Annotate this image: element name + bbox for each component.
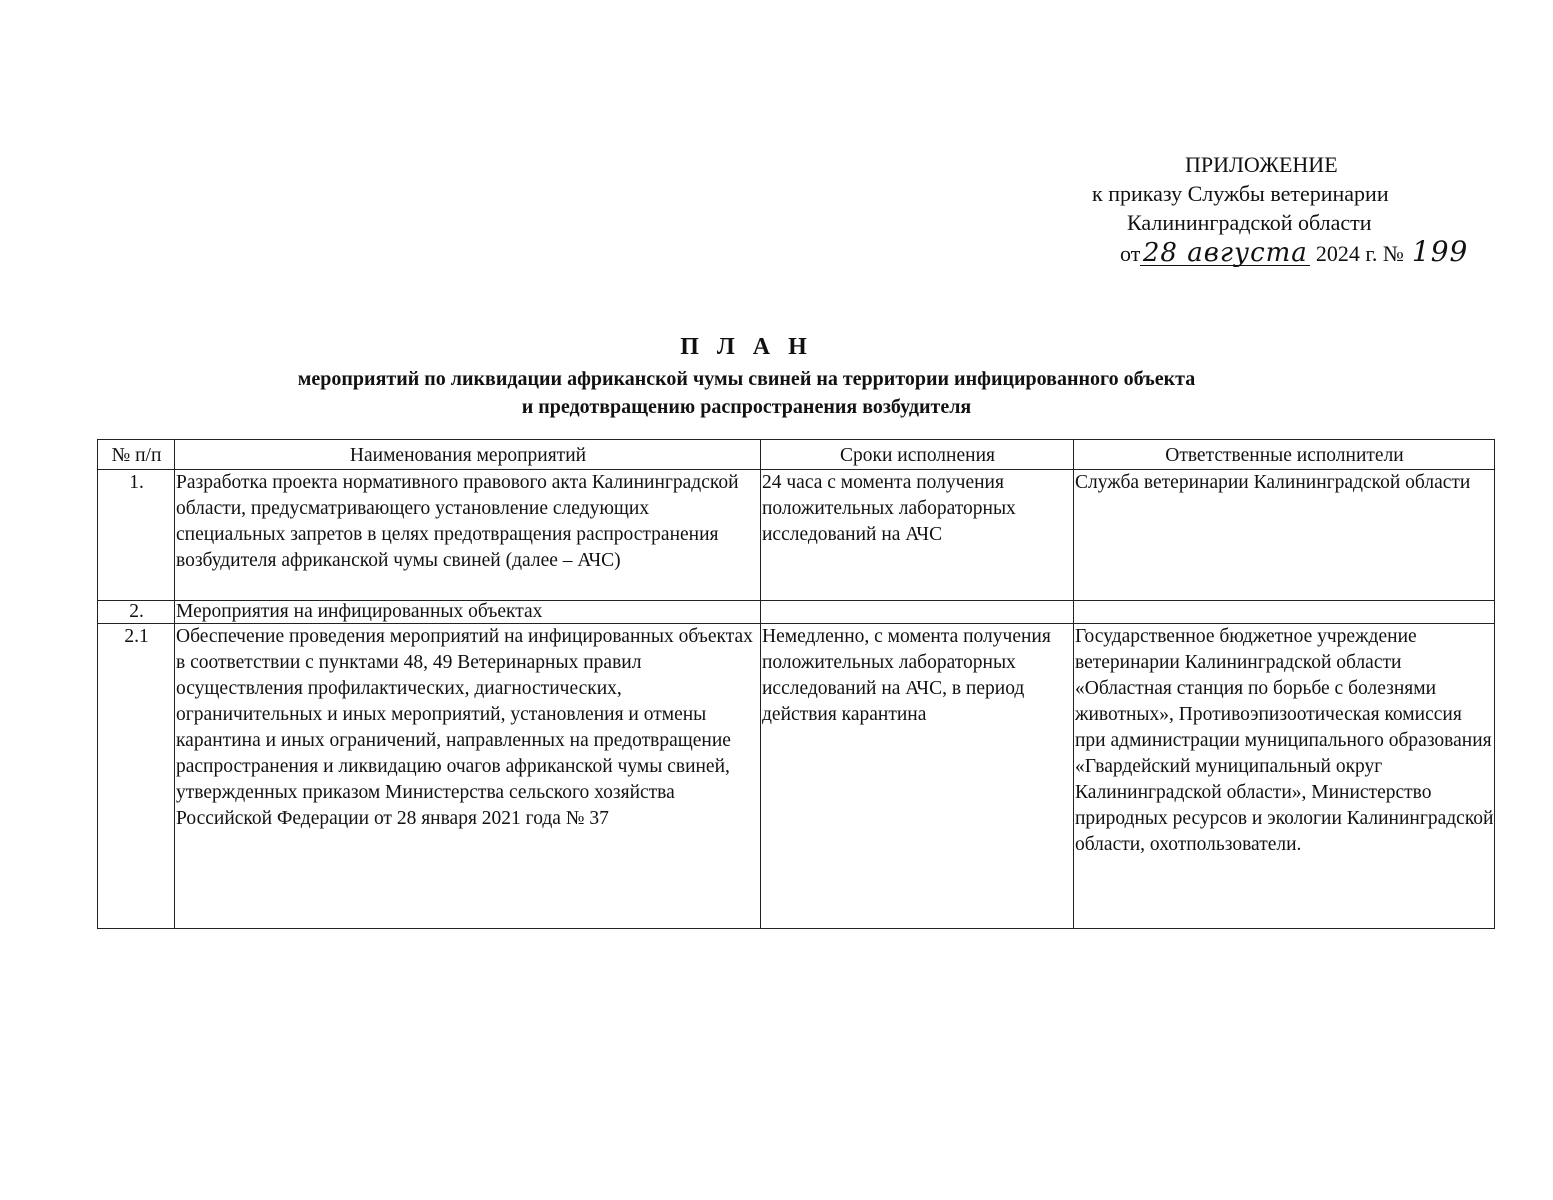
plan-subtitle-line1: мероприятий по ликвидации африканской чумы свиней на территории инфицированного объекта bbox=[297, 368, 1196, 390]
handwritten-number: 199 bbox=[1411, 235, 1469, 268]
row-activity: Обеспечение проведения мероприятий на инфицированных объектах в соответствии с пунктами 48, 49 Ветеринарных правил осуществления профилактических, диагностических, ограничительных и иных мероприятий, установления и отмены карантина и иных ограничений, направленных на предотвращение распространения и ликвидацию очагов африканской чумы свиней, утвержденных приказом Министерства сельского хозяйства Российской Федерации от 28 января 2021 года № 37 bbox=[175, 624, 761, 929]
row-activity: Разработка проекта нормативного правового акта Калининградской области, предусматривающего установление следующих специальных запретов в целях предотвращения распространения возбудителя африканской чумы свиней (далее – АЧС) bbox=[175, 470, 761, 601]
row-number: 2.1 bbox=[98, 624, 175, 929]
header-activity: Наименования мероприятий bbox=[175, 440, 761, 470]
row-responsible bbox=[1074, 601, 1495, 624]
table-row bbox=[98, 470, 1495, 601]
plan-subtitle-line2: и предотвращению распространения возбудителя bbox=[521, 396, 972, 418]
header-responsible: Ответственные исполнители bbox=[1074, 440, 1495, 470]
plan-table bbox=[97, 439, 1495, 929]
row-number: 2. bbox=[98, 601, 175, 624]
row-deadline: Немедленно, с момента получения положительных лабораторных исследований на АЧС, в период действия карантина bbox=[761, 624, 1074, 929]
row-deadline: 24 часа с момента получения положительных лабораторных исследований на АЧС bbox=[761, 470, 1074, 601]
table-row bbox=[98, 624, 1495, 929]
row-activity: Мероприятия на инфицированных объектах bbox=[175, 601, 761, 624]
annex-line-region: Калининградской области bbox=[1127, 210, 1372, 235]
header-number: № п/п bbox=[98, 440, 175, 470]
row-deadline bbox=[761, 601, 1074, 624]
handwritten-date: 28 августа bbox=[1140, 241, 1310, 266]
annex-header bbox=[1080, 150, 1520, 268]
document-title bbox=[0, 332, 1553, 421]
annex-line-order: к приказу Службы ветеринарии bbox=[1092, 181, 1389, 206]
year-and-number-label: 2024 г. № bbox=[1315, 241, 1404, 266]
annex-date-line bbox=[1120, 237, 1520, 268]
table-row bbox=[98, 601, 1495, 624]
date-prefix: от bbox=[1120, 241, 1141, 266]
plan-heading: П Л А Н bbox=[680, 334, 813, 360]
header-deadline: Сроки исполнения bbox=[761, 440, 1074, 470]
annex-title: ПРИЛОЖЕНИЕ bbox=[1185, 152, 1338, 177]
table-header-row bbox=[98, 440, 1495, 470]
row-responsible: Государственное бюджетное учреждение ветеринарии Калининградской области «Областная станция по борьбе с болезнями животных», Противоэпизоотическая комиссия при администрации муниципального образования «Гвардейский муниципальный округ Калининградской области», Министерство природных ресурсов и экологии Калининградской области, охотпользователи. bbox=[1074, 624, 1495, 929]
row-number: 1. bbox=[98, 470, 175, 601]
row-responsible: Служба ветеринарии Калининградской области bbox=[1074, 470, 1495, 601]
